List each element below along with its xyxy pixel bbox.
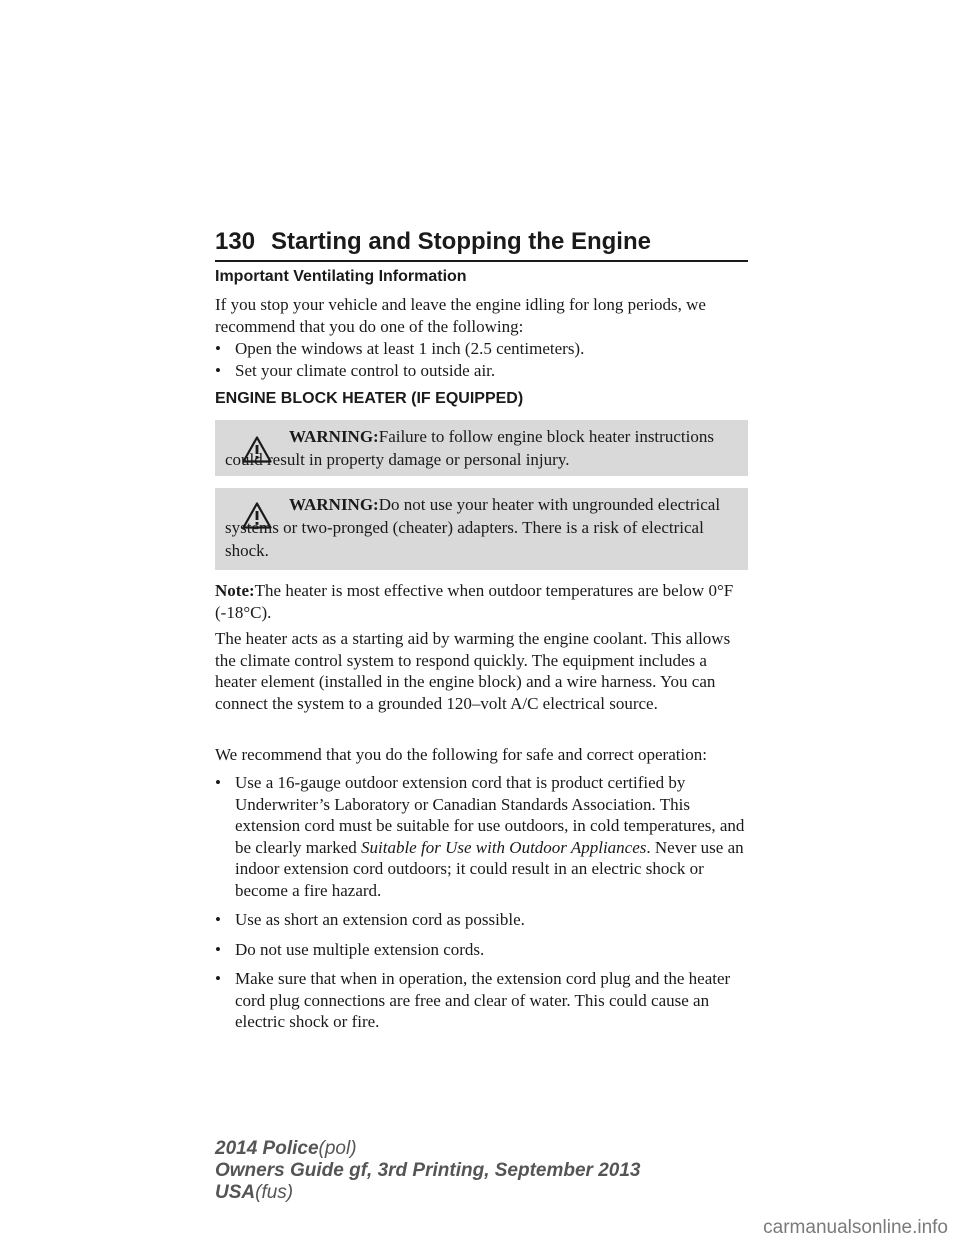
list-item xyxy=(215,909,748,931)
list-item xyxy=(215,968,748,1033)
outdoor-marking-text: Suitable for Use with Outdoor Appliances xyxy=(361,837,647,857)
bullet-icon: • xyxy=(215,773,221,792)
recommend-intro: We recommend that you do the following for safe and correct operation: xyxy=(215,745,707,764)
footer-line: Owners Guide gf, 3rd Printing, September 2013 xyxy=(215,1160,641,1181)
note-paragraph xyxy=(215,580,748,623)
warning-text xyxy=(225,493,738,562)
footer-market-code: (fus) xyxy=(255,1182,294,1203)
header-divider xyxy=(215,260,748,262)
list-item xyxy=(215,360,748,382)
warning-message: Do not use your heater with ungrounded electrical systems or two-pronged (cheater) adapters. There is a risk of electrical shock. xyxy=(225,495,721,560)
list-item-text: Set your climate control to outside air. xyxy=(235,360,496,380)
page-header xyxy=(215,228,748,262)
bullet-icon: • xyxy=(215,339,221,358)
list-item-text: Make sure that when in operation, the extension cord plug and the heater cord plug connections are free and clear of water. This could cause an electric shock or fire. xyxy=(235,969,731,1031)
note-label: Note: xyxy=(215,581,255,600)
warning-box xyxy=(215,488,748,570)
safety-bullet-list xyxy=(215,772,748,1041)
list-item-text: Use as short an extension cord as possible. xyxy=(235,910,525,929)
list-item-text: Do not use multiple extension cords. xyxy=(235,939,485,959)
ventilating-intro: If you stop your vehicle and leave the engine idling for long periods, we recommend that you do one of the following: xyxy=(215,295,706,336)
footer-line xyxy=(215,1138,815,1160)
list-item-text: Open the windows at least 1 inch (2.5 centimeters). xyxy=(235,339,585,358)
warning-text xyxy=(225,425,738,471)
warning-label: WARNING: xyxy=(289,427,379,446)
footer-line xyxy=(215,1182,815,1204)
list-item xyxy=(215,338,748,360)
block-heater-heading: ENGINE BLOCK HEATER (IF EQUIPPED) xyxy=(215,390,524,407)
footer-market: USA xyxy=(215,1182,256,1203)
footer-model: 2014 Police xyxy=(215,1138,319,1159)
list-item-text xyxy=(235,772,748,901)
bullet-icon: • xyxy=(215,910,221,929)
page-number: 130 xyxy=(215,228,256,255)
bullet-icon: • xyxy=(215,939,221,959)
heater-description: The heater acts as a starting aid by warming the engine coolant. This allows the climate control system to respond quickly. The equipment includes a heater element (installed in the engine block) and a wire harness. You can connect the system to a grounded 120–volt A/C electrical source. xyxy=(215,629,731,713)
warning-box xyxy=(215,420,748,476)
ventilating-bullet-list xyxy=(215,338,748,381)
page-footer xyxy=(215,1138,815,1204)
watermark-link[interactable]: carmanualsonline.info xyxy=(763,1217,948,1238)
chapter-title: Starting and Stopping the Engine xyxy=(271,228,651,255)
list-item xyxy=(215,939,748,961)
bullet-icon: • xyxy=(215,360,221,380)
bullet-icon: • xyxy=(215,969,221,988)
footer-model-code: (pol) xyxy=(318,1138,357,1159)
note-text: The heater is most effective when outdoor temperatures are below 0°F (-18°C). xyxy=(215,581,734,622)
bullet-text-part: Use a 16-gauge outdoor extension cord that is product certified by Underwriter’s Laboratory or Canadian Standards Association. This extension cord must be suitable for use outdoors, in cold temperatures, and be clearly marked xyxy=(235,773,745,857)
warning-message: Failure to follow engine block heater instructions could result in property damage or personal injury. xyxy=(225,427,714,469)
warning-label: WARNING: xyxy=(289,495,379,514)
ventilating-heading: Important Ventilating Information xyxy=(215,268,467,285)
list-item xyxy=(215,772,748,901)
bullet-text-part: . Never use an indoor extension cord outdoors; it could result in an electric shock or become a fire hazard. xyxy=(235,837,744,900)
